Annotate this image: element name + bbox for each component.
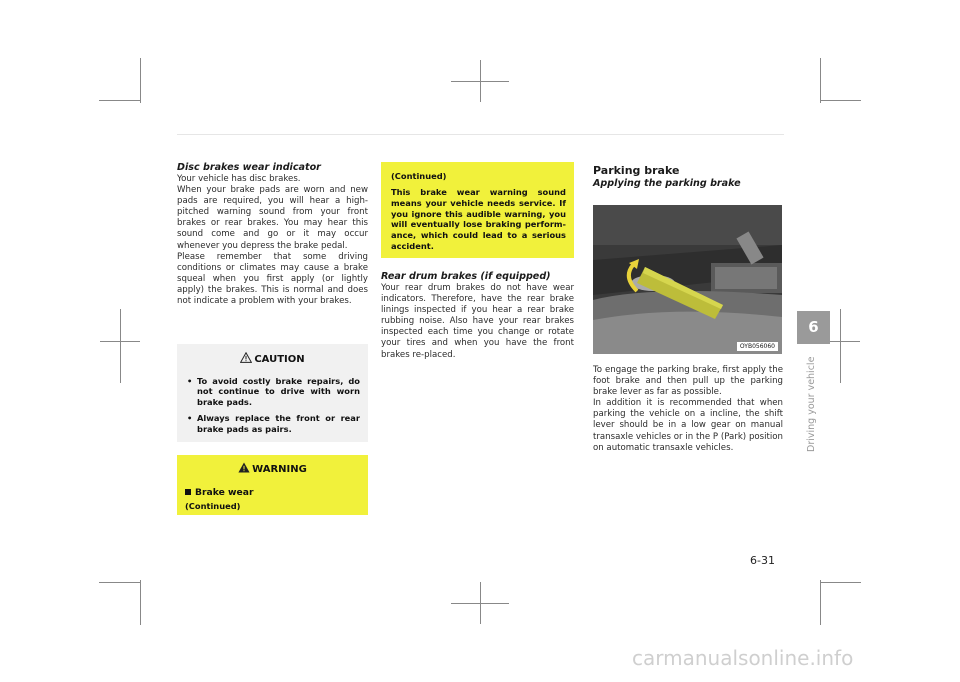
caution-item: • To avoid costly brake repairs, do not continue to drive with worn brake pads.	[187, 376, 360, 407]
left-column	[177, 162, 368, 307]
image-code: OYB056060	[737, 342, 778, 351]
continued-label: (Continued)	[185, 501, 241, 511]
parking-brake-photo	[593, 205, 782, 354]
warning-subtitle	[185, 487, 253, 498]
caution-title	[177, 352, 368, 365]
applying-heading: Applying the parking brake	[593, 178, 741, 189]
caution-item: • Always replace the front or rear brake pads as pairs.	[187, 413, 360, 434]
paragraph: In addition it is recommended that when parking the vehicle on a incline, the shift lever should be in a low gear on manual transaxle vehicles or in the P (Park) position on automatic transaxle vehicles.	[593, 398, 783, 453]
warning-body: This brake wear warning sound means your vehicle needs service. If you ignore this audible warning, you will eventually lose braking perform-ance, which could lead to a serious accident.	[391, 187, 566, 251]
parking-brake-header	[593, 164, 783, 192]
caution-box	[177, 344, 368, 442]
page-number: 6-31	[750, 554, 775, 567]
chapter-title: Driving your vehicle	[806, 356, 817, 452]
square-bullet-icon	[185, 489, 191, 495]
top-rule	[177, 134, 784, 135]
caution-title-text: CAUTION	[254, 354, 305, 365]
paragraph: Your rear drum brakes do not have wear indicators. Therefore, have the rear brake linings inspected if you hear a rear brake rubbing noise. Also have your rear brakes inspected each time you change or rotate your tires and when you have the front brakes re-placed.	[381, 283, 574, 360]
chapter-number-tab: 6	[797, 311, 830, 344]
disc-brakes-heading: Disc brakes wear indicator	[177, 162, 321, 173]
warning-title	[177, 462, 368, 475]
warning-icon	[238, 462, 250, 473]
parking-brake-illustration	[593, 205, 782, 354]
caution-list	[187, 376, 360, 440]
paragraph: When your brake pads are worn and new pads are required, you will hear a high-pitched warning sound from your front brakes or rear brakes. You may hear this sound come and go or it may occur whenever you depress the brake pedal.	[177, 185, 368, 251]
middle-column	[381, 271, 574, 361]
caution-icon	[240, 352, 252, 363]
warning-title-text: WARNING	[252, 464, 307, 475]
paragraph: Your vehicle has disc brakes.	[177, 174, 301, 184]
watermark: carmanualsonline.info	[632, 646, 854, 670]
rear-drum-heading: Rear drum brakes (if equipped)	[381, 271, 551, 282]
continued-label: (Continued)	[391, 171, 447, 181]
section-title: Parking brake	[593, 164, 680, 177]
right-column-text	[593, 365, 783, 454]
warning-continued-box	[381, 162, 574, 258]
paragraph: Please remember that some driving conditions or climates may cause a brake squeal when you first apply (or lightly apply) the brakes. This is normal and does not indicate a problem with your brakes.	[177, 251, 368, 307]
warning-box	[177, 455, 368, 515]
paragraph: To engage the parking brake, first apply the foot brake and then pull up the parking brake lever as far as possible.	[593, 365, 783, 398]
warning-subtitle-text: Brake wear	[195, 487, 254, 498]
